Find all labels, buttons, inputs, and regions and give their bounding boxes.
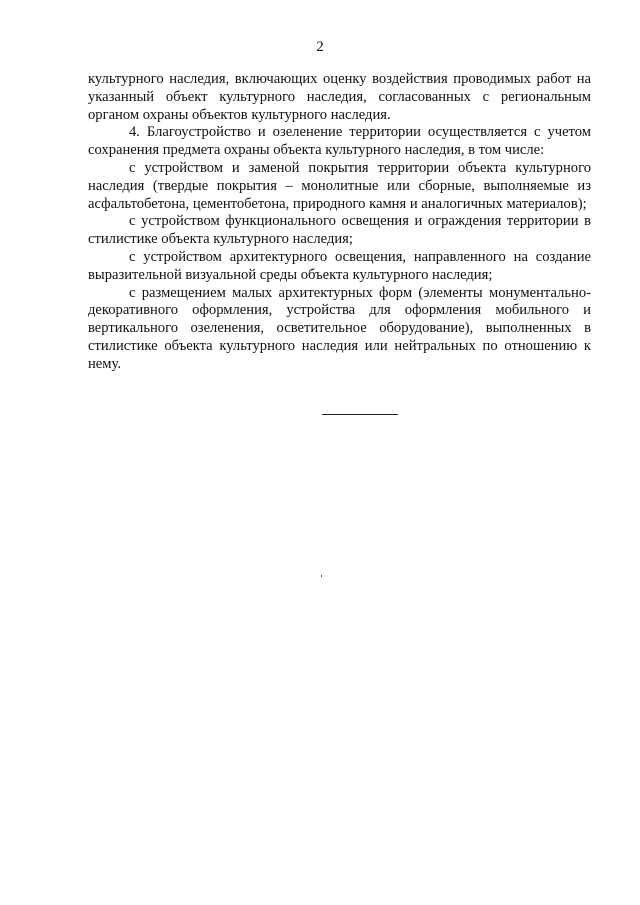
paragraph-small-architectural-forms: с размещением малых архитектурных форм (элементы монументально-декоративного оформления, устройства для оформления мобильного и вертикального озеленения, осветительное оборудование), выполненных в стилистике объекта культурного наследия или нейтральных по отношению к нему. [88, 284, 591, 372]
scan-speck [321, 575, 322, 577]
paragraph-functional-lighting: с устройством функционального освещения и ограждения территории в стилистике объекта культурного наследия; [88, 213, 591, 248]
document-body [88, 71, 591, 374]
paragraph-architectural-lighting: с устройством архитектурного освещения, направленного на создание выразительной визуальной среды объекта культурного наследия; [88, 248, 591, 283]
page-number: 2 [316, 39, 324, 55]
paragraph-item-4: 4. Благоустройство и озеленение территории осуществляется с учетом сохранения предмета охраны объекта культурного наследия, в том числе: [88, 124, 591, 159]
end-separator-line [322, 414, 398, 415]
paragraph-continuation: культурного наследия, включающих оценку воздействия проводимых работ на указанный объект культурного наследия, согласованных с региональным органом охраны объектов культурного наследия. [88, 71, 591, 123]
paragraph-surface-coverage: с устройством и заменой покрытия территории объекта культурного наследия (твердые покрытия – монолитные или сборные, выполняемые из асфальтобетона, цементобетона, природного камня и аналогичных материалов); [88, 159, 591, 212]
